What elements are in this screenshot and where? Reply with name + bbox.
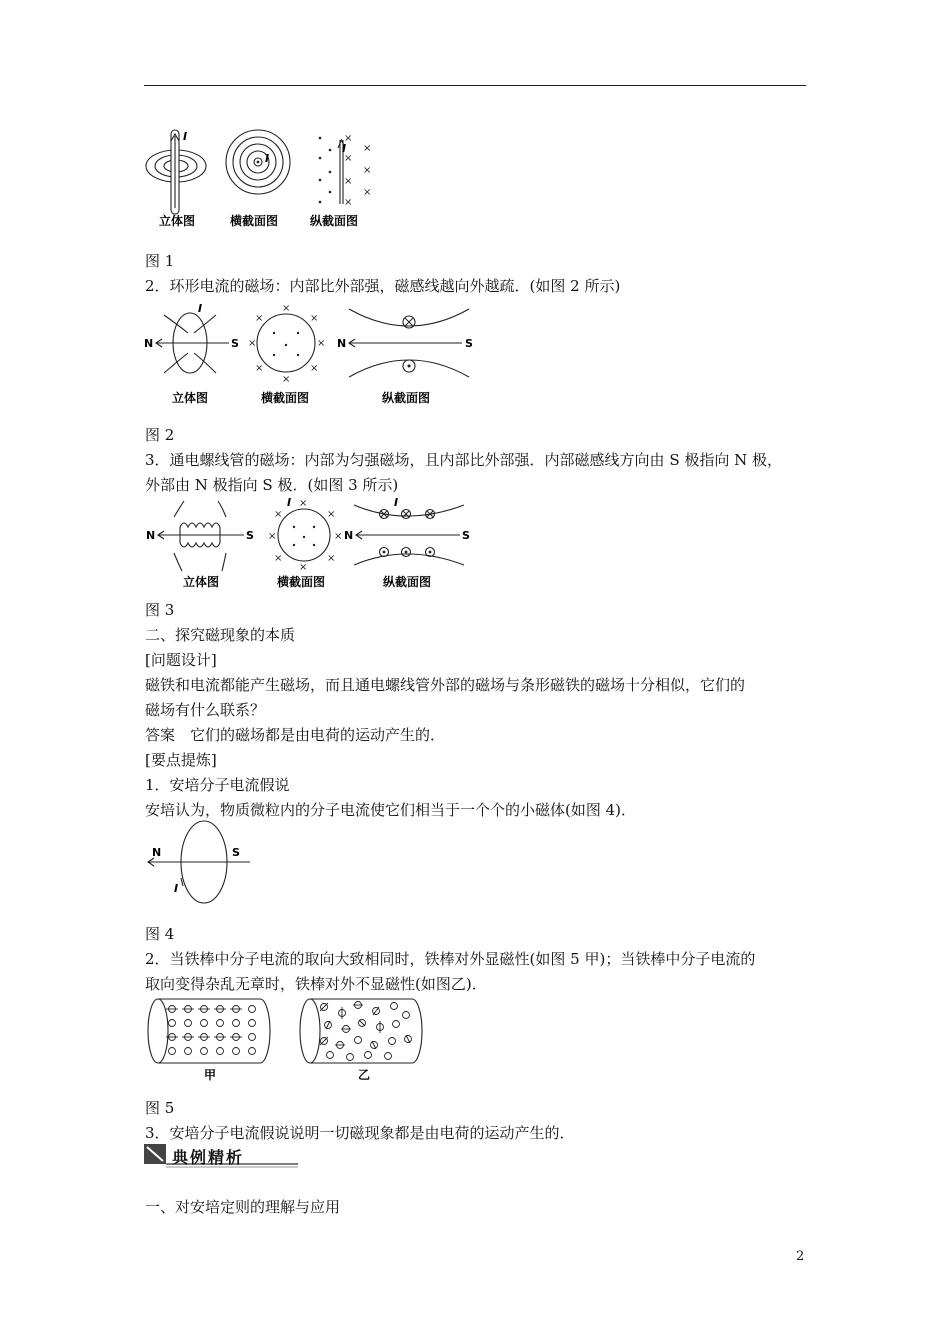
point-2-text-b: 取向变得杂乱无章时，铁棒对外不显磁性(如图乙)． [145,975,487,993]
svg-text:×: × [344,197,353,208]
svg-text:×: × [299,562,308,573]
examples-heading: 典例精析 [172,1148,245,1167]
fig2-north-1: N [144,337,154,350]
fig3-current-label-1: I [287,497,292,509]
svg-text:×: × [344,153,353,164]
svg-text:×: × [363,143,372,154]
svg-text:×: × [299,498,308,509]
svg-text:×: × [363,187,372,198]
svg-text:×: × [274,509,283,520]
fig1-label-long: 纵截面图 [310,214,359,228]
page-number: 2 [796,1249,805,1264]
fig4-north: N [152,846,162,859]
svg-text:×: × [327,553,336,564]
fig3-label-long: 纵截面图 [383,575,432,589]
fig2-label-3d: 立体图 [172,391,209,405]
fig3-label-3d: 立体图 [183,575,220,589]
fig1-label-cross: 横截面图 [230,214,279,228]
fig2-current-label: I [198,303,203,315]
fig2-label-cross: 横截面图 [261,391,310,405]
point-1-text: 安培认为，物质微粒内的分子电流使它们相当于一个个的小磁体(如图 4)． [145,801,637,819]
fig1-label-3d: 立体图 [159,214,196,228]
answer-text: 答案 它们的磁场都是由电荷的运动产生的． [145,726,446,744]
fig1-current-label-3: I [342,142,347,155]
fig1-current-label-2: I [265,152,270,165]
svg-text:×: × [310,363,319,374]
point-2-text-a: 2．当铁棒中分子电流的取向大致相同时，铁棒对外显磁性(如图 5 甲)；当铁棒中分子电流的 [145,950,756,968]
fig4-caption: 图 4 [145,925,175,943]
fig3-south-1: S [246,529,254,542]
question-text-a: 磁铁和电流都能产生磁场，而且通电螺线管外部的磁场与条形磁铁的磁场十分相似，它们的 [145,676,746,694]
fig3-north-2: N [344,529,354,542]
item-3-text-b: 外部由 N 极指向 S 极．(如图 3 所示) [145,476,399,494]
header-rule [144,85,806,86]
fig2-caption: 图 2 [145,426,175,444]
svg-text:×: × [327,509,336,520]
fig1-current-label: I [183,130,188,143]
item-3-text-a: 3．通电螺线管的磁场：内部为匀强磁场，且内部比外部强．内部磁感线方向由 S 极指向 N 极， [145,451,783,469]
fig5-label-b: 乙 [358,1068,371,1082]
svg-text:×: × [310,313,319,324]
fig3-south-2: S [462,529,470,542]
fig3-label-cross: 横截面图 [277,575,326,589]
svg-text:×: × [317,338,326,349]
figure-5 [144,995,434,1085]
svg-text:×: × [334,531,343,542]
svg-text:×: × [344,176,353,187]
figure-1 [144,128,384,232]
svg-text:×: × [248,338,257,349]
point-1-heading: 1．安培分子电流假说 [145,776,290,794]
svg-text:×: × [274,553,283,564]
figure-4 [144,818,256,906]
fig4-south: S [232,846,240,859]
fig2-label-long: 纵截面图 [382,391,431,405]
question-text-b: 磁场有什么联系？ [145,701,266,719]
point-3-text: 3．安培分子电流假说说明一切磁现象都是由电荷的运动产生的． [145,1124,575,1142]
svg-text:×: × [255,313,264,324]
fig5-caption: 图 5 [145,1099,175,1117]
svg-text:×: × [344,133,353,144]
svg-text:×: × [363,165,372,176]
fig3-current-label-2: I [394,497,399,509]
item-2-text: 2．环形电流的磁场：内部比外部强，磁感线越向外越疏．(如图 2 所示) [145,277,621,295]
key-points-tag: [要点提炼] [145,751,217,769]
section-2-heading: 二、探究磁现象的本质 [145,626,296,644]
fig4-current-label: I [174,882,179,895]
figure-2 [144,303,476,409]
examples-section-1: 一、对安培定则的理解与应用 [145,1198,341,1216]
fig2-north-2: N [337,337,347,350]
question-design-tag: [问题设计] [145,651,217,669]
fig5-label-a: 甲 [204,1068,217,1082]
fig1-caption: 图 1 [145,252,175,270]
svg-text:×: × [255,363,264,374]
fig3-north-1: N [146,529,156,542]
fig2-south-2: S [465,337,473,350]
svg-text:×: × [282,303,291,314]
svg-text:×: × [268,531,277,542]
figure-3 [144,497,474,593]
fig2-south-1: S [231,337,239,350]
svg-text:×: × [282,374,291,385]
fig3-caption: 图 3 [145,601,175,619]
